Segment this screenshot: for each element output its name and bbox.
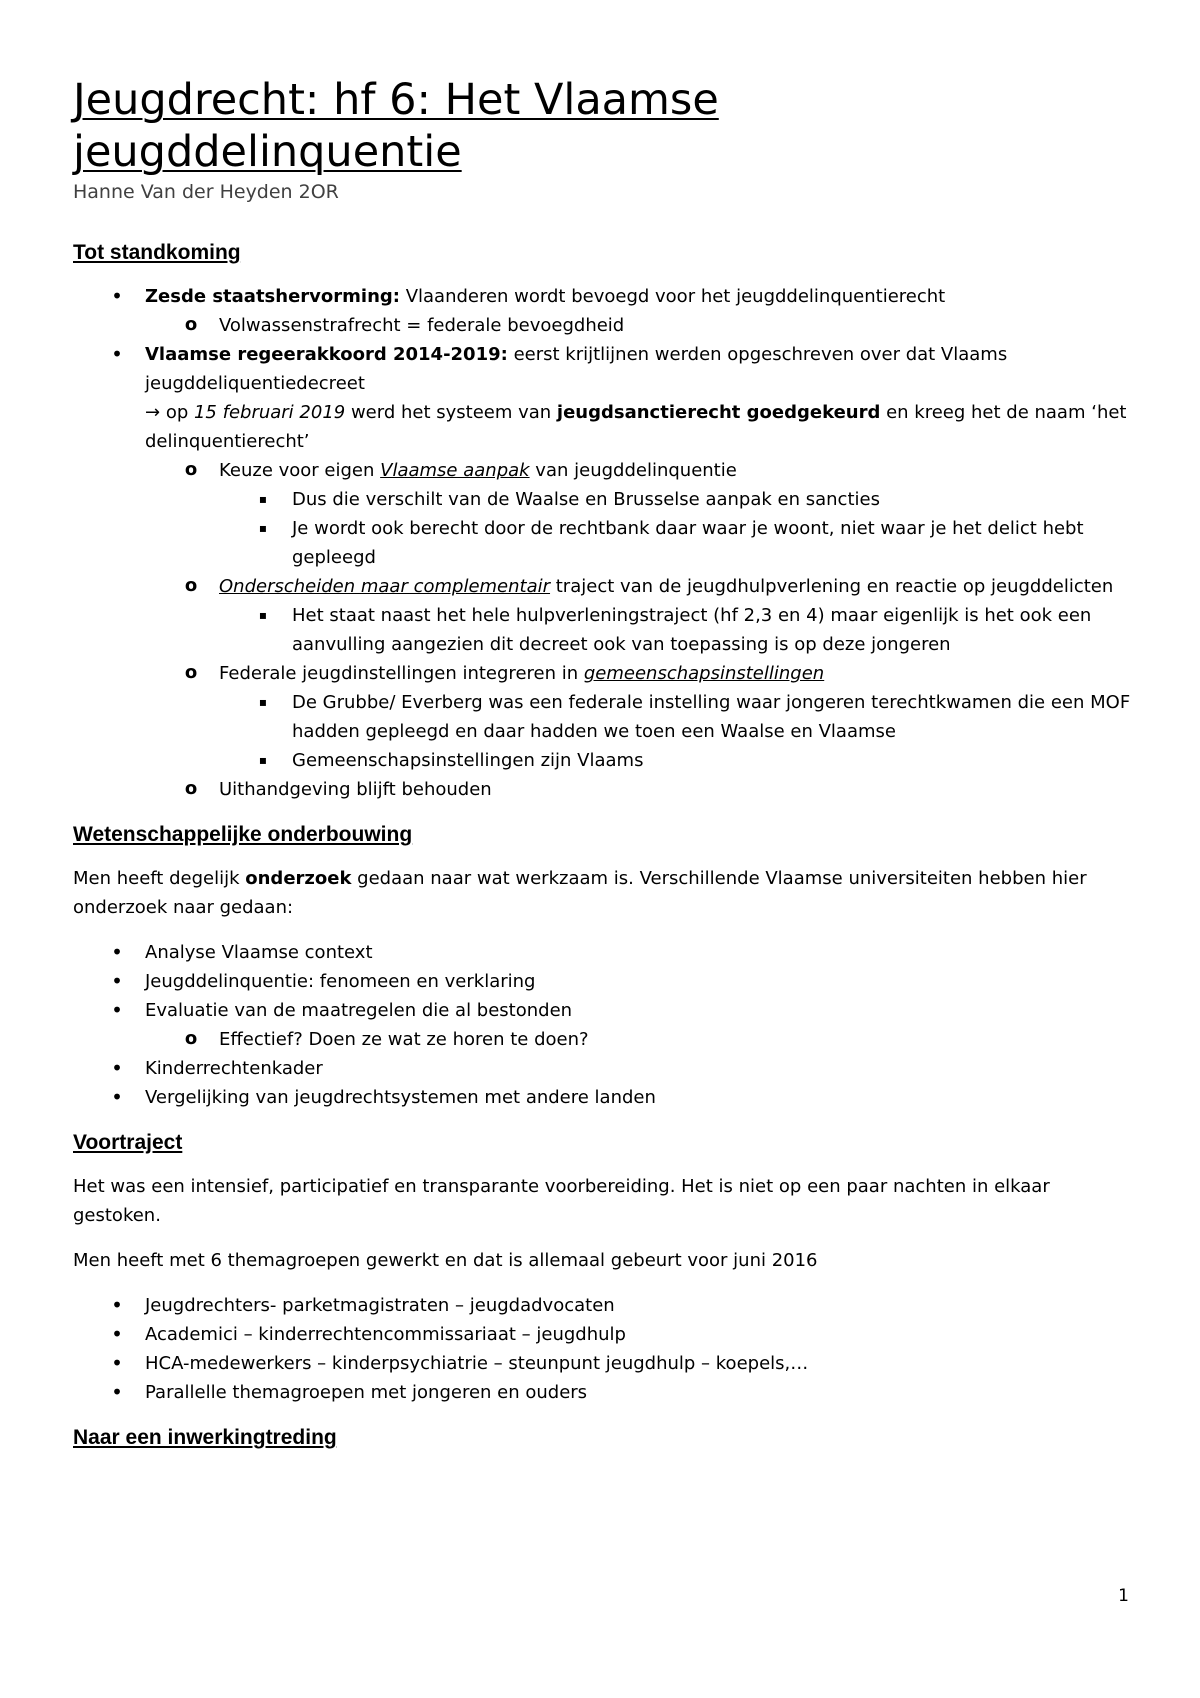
- list-item: [73, 1320, 1133, 1349]
- item-text: Je wordt ook berecht door de rechtbank daar waar je woont, niet waar je het delict hebt gepleegd: [292, 518, 1084, 568]
- list-item: [73, 996, 1133, 1025]
- item-text: HCA-medewerkers – kinderpsychiatrie – steunpunt jeugdhulp – koepels,…: [145, 1353, 809, 1374]
- title-line-1: Jeugdrecht: hf 6: Het Vlaamse: [73, 75, 719, 125]
- emphasis-text: Vlaamse aanpak: [380, 460, 530, 481]
- list-item: [73, 938, 1133, 967]
- bullet-icon: •: [111, 1056, 123, 1080]
- list-item: [73, 514, 1133, 572]
- item-text: Vergelijking van jeugdrechtsystemen met andere landen: [145, 1087, 656, 1108]
- emphasis-text: gemeenschapsinstellingen: [583, 663, 825, 684]
- title-line-2: jeugddelinquentie: [73, 127, 462, 177]
- item-text: traject van de jeugdhulpverlening en reactie op jeugddelicten: [550, 576, 1114, 597]
- continuation-paragraph: [73, 398, 1133, 456]
- list-item: [73, 1378, 1133, 1407]
- item-text: Volwassenstrafrecht = federale bevoegdheid: [219, 315, 625, 336]
- list-item: [73, 1291, 1133, 1320]
- list-item: [73, 746, 1133, 775]
- text: gedaan naar wat werkzaam is. Verschillende Vlaamse universiteiten hebben hier onderzoek naar gedaan:: [73, 868, 1087, 918]
- item-text: De Grubbe/ Everberg was een federale instelling waar jongeren terechtkwamen die een MOF hadden gepleegd en daar hadden we toen een Waalse en Vlaamse: [292, 692, 1131, 742]
- list-item: [73, 311, 1133, 340]
- document-title: [73, 74, 1133, 178]
- circle-bullet-icon: o: [184, 662, 198, 683]
- list-item: [73, 688, 1133, 746]
- bullet-icon: •: [111, 1085, 123, 1109]
- square-bullet-icon: ▪: [258, 753, 268, 767]
- list-item: [73, 967, 1133, 996]
- date-text: 15 februari 2019: [193, 402, 346, 423]
- section-1-sublist: [73, 456, 1133, 804]
- item-text: Jeugddelinquentie: fenomeen en verklaring: [145, 971, 536, 992]
- text: werd het systeem van: [345, 402, 557, 423]
- list-item: [73, 456, 1133, 485]
- item-text: Parallelle themagroepen met jongeren en ouders: [145, 1382, 588, 1403]
- text: en kreeg het de naam ‘het delinquentierecht’: [145, 402, 1127, 452]
- circle-bullet-icon: o: [184, 1028, 198, 1049]
- item-text: Effectief? Doen ze wat ze horen te doen?: [219, 1029, 589, 1050]
- list-item: [73, 1025, 1133, 1054]
- item-text: Federale jeugdinstellingen integreren in: [219, 663, 584, 684]
- bullet-icon: •: [111, 284, 123, 308]
- list-item: [73, 659, 1133, 688]
- circle-bullet-icon: o: [184, 778, 198, 799]
- list-item: [73, 340, 1133, 398]
- item-text: Het staat naast het hele hulpverleningstraject (hf 2,3 en 4) maar eigenlijk is het ook een aanvulling aangezien dit decreet ook van toepassing is op deze jongeren: [292, 605, 1092, 655]
- item-text: Vlaanderen wordt bevoegd voor het jeugddelinquentierecht: [399, 286, 946, 307]
- section-2-list: [73, 938, 1133, 1112]
- section-1-list: [73, 282, 1133, 398]
- list-item: [73, 1083, 1133, 1112]
- bullet-icon: •: [111, 998, 123, 1022]
- circle-bullet-icon: o: [184, 459, 198, 480]
- bullet-icon: •: [111, 342, 123, 366]
- bullet-icon: •: [111, 1380, 123, 1404]
- bold-term: Zesde staatshervorming:: [145, 286, 400, 307]
- item-text: Jeugdrechters- parketmagistraten – jeugdadvocaten: [145, 1295, 615, 1316]
- item-text: Dus die verschilt van de Waalse en Brusselse aanpak en sancties: [292, 489, 880, 510]
- item-text: Academici – kinderrechtencommissariaat – jeugdhulp: [145, 1324, 626, 1345]
- bullet-icon: •: [111, 969, 123, 993]
- item-text: Analyse Vlaamse context: [145, 942, 373, 963]
- list-item: [73, 1054, 1133, 1083]
- page-number: 1: [1118, 1586, 1129, 1606]
- text: Men heeft degelijk: [73, 868, 246, 889]
- section-heading-naar-een-inwerkingtreding: Naar een inwerkingtreding: [73, 1426, 337, 1449]
- section-heading-tot-standkoming: Tot standkoming: [73, 241, 241, 264]
- circle-bullet-icon: o: [184, 314, 198, 335]
- circle-bullet-icon: o: [184, 575, 198, 596]
- list-item: [73, 601, 1133, 659]
- item-text: Evaluatie van de maatregelen die al bestonden: [145, 1000, 573, 1021]
- list-item: [73, 775, 1133, 804]
- document-subtitle: Hanne Van der Heyden 2OR: [73, 181, 339, 203]
- bullet-icon: •: [111, 1322, 123, 1346]
- paragraph: Men heeft met 6 themagroepen gewerkt en dat is allemaal gebeurt voor juni 2016: [73, 1250, 818, 1271]
- item-text: Uithandgeving blijft behouden: [219, 779, 492, 800]
- square-bullet-icon: ▪: [258, 695, 268, 709]
- list-item: [73, 572, 1133, 601]
- item-text: Kinderrechtenkader: [145, 1058, 323, 1079]
- item-text: Gemeenschapsinstellingen zijn Vlaams: [292, 750, 644, 771]
- item-text: eerst krijtlijnen werden opgeschreven over dat Vlaams jeugddeliquentiedecreet: [145, 344, 1008, 394]
- square-bullet-icon: ▪: [258, 492, 268, 506]
- square-bullet-icon: ▪: [258, 608, 268, 622]
- paragraph: [73, 864, 1133, 922]
- item-text: Keuze voor eigen: [219, 460, 381, 481]
- section-heading-voortraject: Voortraject: [73, 1131, 183, 1154]
- paragraph: Het was een intensief, participatief en transparante voorbereiding. Het is niet op een paar nachten in elkaar gestoken.: [73, 1176, 1050, 1226]
- list-item: [73, 282, 1133, 311]
- item-text: van jeugddelinquentie: [529, 460, 737, 481]
- bold-term: Vlaamse regeerakkoord 2014-2019:: [145, 344, 508, 365]
- bold-term: onderzoek: [245, 868, 352, 889]
- text: op: [160, 402, 194, 423]
- arrow-icon: →: [145, 402, 161, 423]
- square-bullet-icon: ▪: [258, 521, 268, 535]
- emphasis-text: Onderscheiden maar complementair: [219, 576, 551, 597]
- bullet-icon: •: [111, 1351, 123, 1375]
- bullet-icon: •: [111, 1293, 123, 1317]
- section-3-list: [73, 1291, 1133, 1407]
- bullet-icon: •: [111, 940, 123, 964]
- list-item: [73, 1349, 1133, 1378]
- list-item: [73, 485, 1133, 514]
- section-heading-wetenschappelijke-onderbouwing: Wetenschappelijke onderbouwing: [73, 823, 413, 846]
- document-page: [73, 74, 1133, 1451]
- bold-term: jeugdsanctierecht goedgekeurd: [556, 402, 881, 423]
